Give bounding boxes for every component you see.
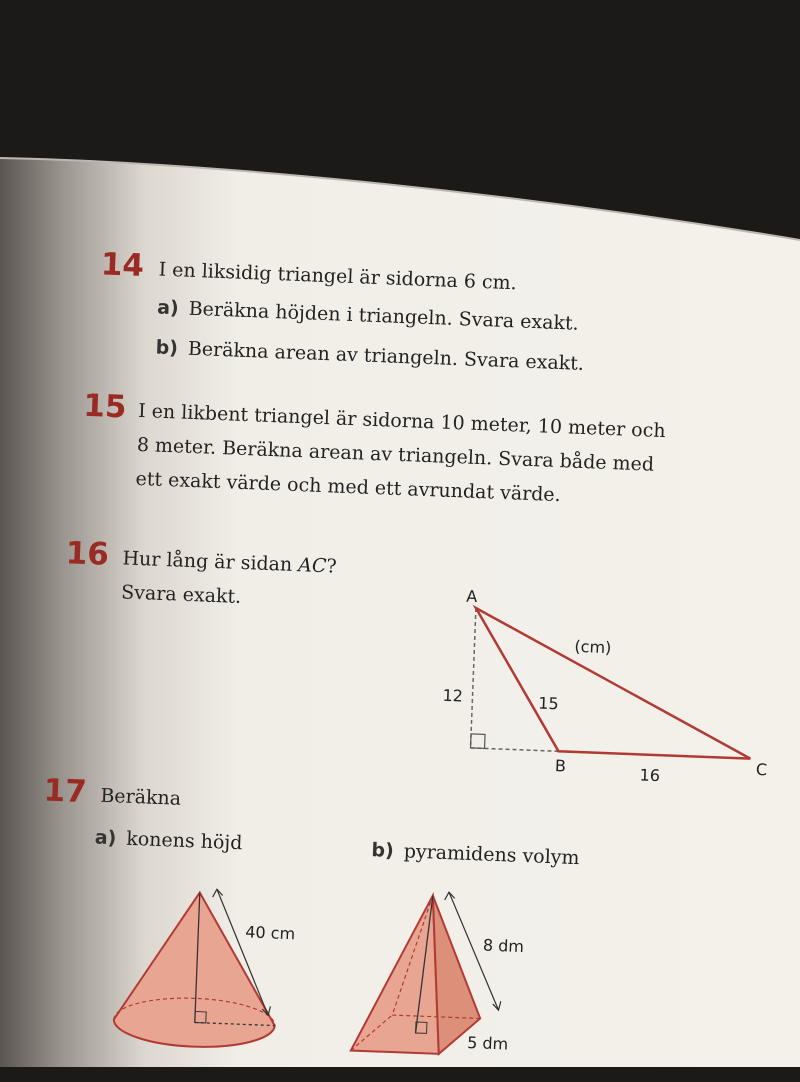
question-mark: ? <box>326 555 338 578</box>
unit-label: (cm) <box>574 636 612 658</box>
problem-17b <box>371 839 580 869</box>
problem-15-line3: ett exakt värde och med ett avrundat värde. <box>135 467 562 507</box>
problem-14a <box>157 297 579 335</box>
right-angle-mark <box>471 734 486 749</box>
problem-14b-label: b) <box>155 336 179 360</box>
problem-14-text: I en liksidig triangel är sidorna 6 cm. <box>158 258 518 295</box>
problem-14-number: 14 <box>100 246 145 284</box>
cone-figure <box>98 869 305 1064</box>
problem-15-line1: I en likbent triangel är sidorna 10 meter, 10 meter och <box>137 399 666 443</box>
vertex-a-label: A <box>465 586 478 607</box>
pyramid-edge-label: 8 dm <box>482 935 525 957</box>
problem-17-number: 17 <box>42 772 88 811</box>
side-ac-variable: AC <box>297 554 327 578</box>
problem-16-line1 <box>122 545 337 579</box>
triangle-figure <box>428 571 797 815</box>
problem-14b-text: Beräkna arean av triangeln. Svara exakt. <box>187 337 585 375</box>
problem-17a <box>94 827 242 855</box>
problem-17a-label: a) <box>94 826 117 850</box>
arrow-head-top-icon <box>213 889 223 897</box>
pyramid-base-label: 5 dm <box>466 1032 509 1054</box>
problem-17b-label: b) <box>371 839 395 863</box>
side-bc-label: 16 <box>639 765 661 786</box>
side-ab-label: 15 <box>537 693 560 714</box>
problem-15-line2: 8 meter. Beräkna arean av triangeln. Svara både med <box>136 433 655 476</box>
vertex-c-label: C <box>755 759 768 780</box>
height-label: 12 <box>442 685 464 706</box>
problem-14a-label: a) <box>156 296 180 320</box>
problem-16-question: Hur lång är sidan <box>122 547 299 577</box>
problem-14a-text: Beräkna höjden i triangeln. Svara exakt. <box>188 297 580 335</box>
pyramid-figure <box>338 878 545 1073</box>
problem-16-line2: Svara exakt. <box>120 581 242 608</box>
vertex-b-label: B <box>554 756 567 776</box>
problem-15-number: 15 <box>82 387 128 426</box>
problem-17b-text: pyramidens volym <box>403 840 580 870</box>
problem-16-number: 16 <box>65 535 110 573</box>
problem-14b <box>155 337 584 375</box>
arrow-head-top-icon <box>445 892 455 900</box>
problem-17-text: Beräkna <box>100 784 182 810</box>
cone-slant-label: 40 cm <box>244 922 296 944</box>
height-dashed-line <box>471 608 476 748</box>
problem-17a-text: konens höjd <box>125 827 243 855</box>
triangle-abc <box>471 608 756 759</box>
